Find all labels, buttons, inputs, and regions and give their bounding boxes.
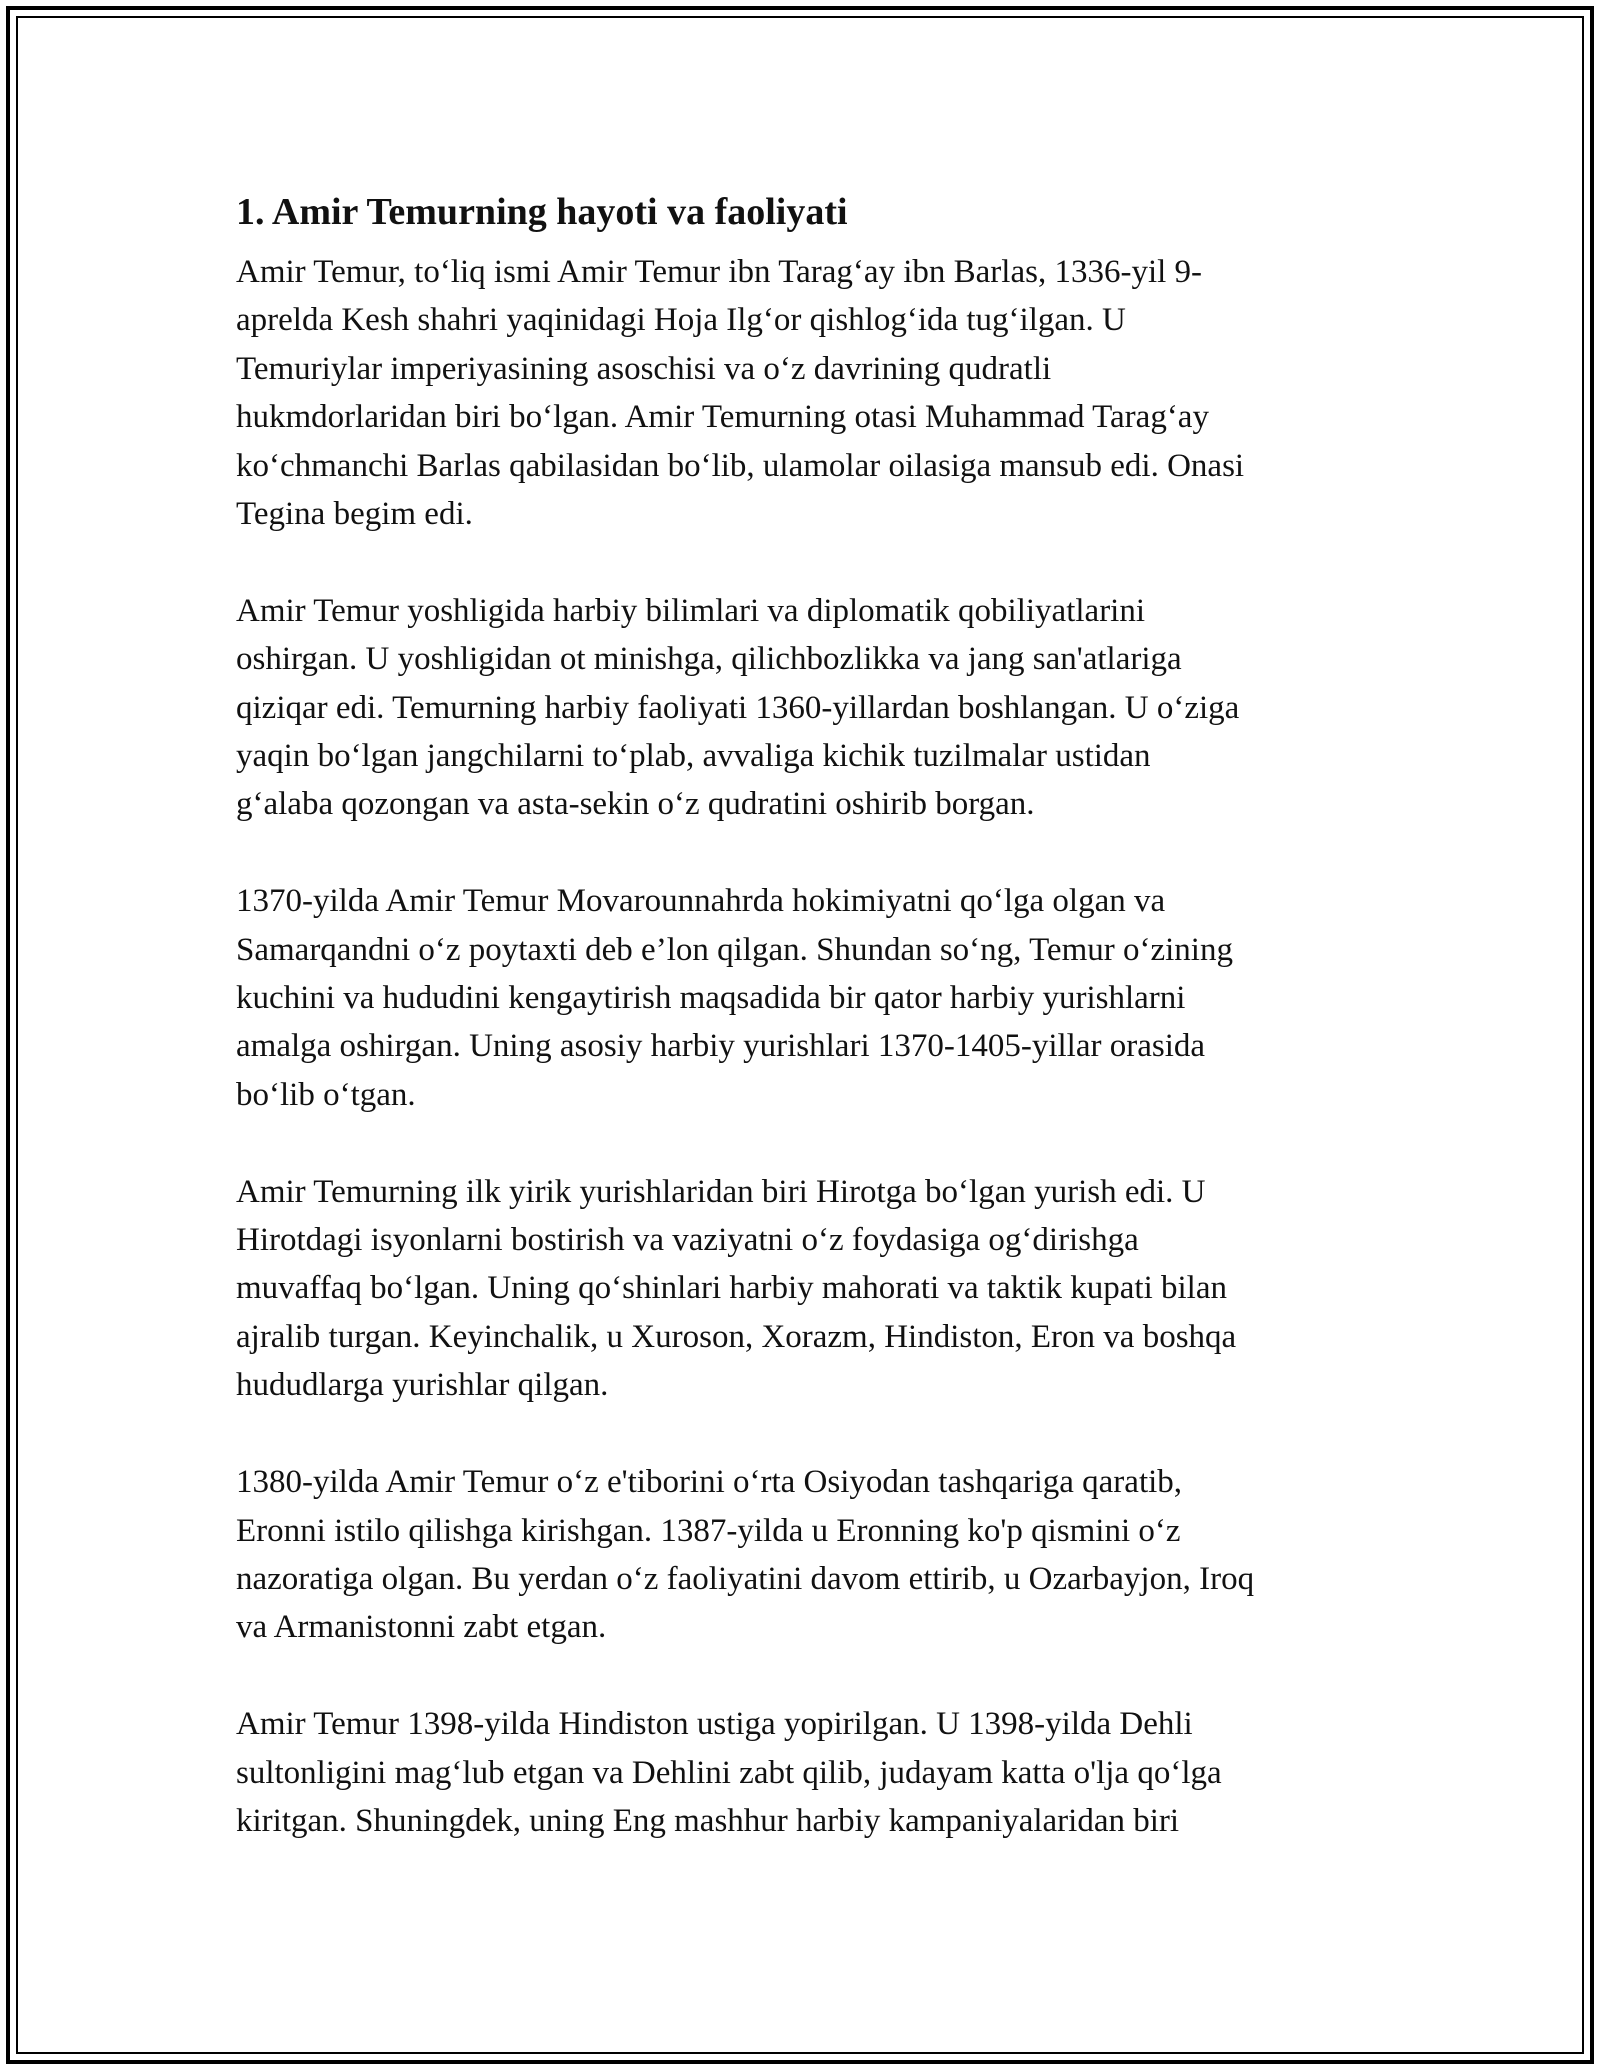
text-line: sultonligini mag‘lub etgan va Dehlini zabt qilib, judayam katta o'lja qo‘lga (236, 1754, 1222, 1791)
text-line: Eronni istilo qilishga kirishgan. 1387-yilda u Eronning ko'p qismini o‘z (236, 1512, 1181, 1549)
paragraph-6 (236, 1700, 1386, 1845)
text-line: g‘alaba qozongan va asta-sekin o‘z qudratini oshirib borgan. (236, 786, 1035, 823)
text-line: Samarqandni o‘z poytaxti deb e’lon qilgan. Shundan so‘ng, Temur o‘zining (236, 931, 1233, 968)
paragraph-5 (236, 1458, 1386, 1652)
text-line: amalga oshirgan. Uning asosiy harbiy yurishlari 1370-1405-yillar orasida (236, 1028, 1206, 1065)
text-line: hukmdorlaridan biri bo‘lgan. Amir Temurning otasi Muhammad Tarag‘ay (236, 399, 1209, 436)
text-line: kuchini va hududini kengaytirish maqsadida bir qator harbiy yurishlarni (236, 980, 1186, 1017)
text-line: ajralib turgan. Keyinchalik, u Xuroson, Xorazm, Hindiston, Eron va boshqa (236, 1318, 1237, 1355)
text-line: kiritgan. Shuningdek, uning Eng mashhur harbiy kampaniyalaridan biri (236, 1802, 1180, 1839)
text-line: yaqin bo‘lgan jangchilarni to‘plab, avvaliga kichik tuzilmalar ustidan (236, 738, 1151, 775)
text-line: Hirotdagi isyonlarni bostirish va vaziyatni o‘z foydasiga og‘dirishga (236, 1222, 1139, 1259)
text-line: 1370-yilda Amir Temur Movarounnahrda hokimiyatni qo‘lga olgan va (236, 883, 1166, 920)
text-line: Amir Temur, to‘liq ismi Amir Temur ibn Tarag‘ay ibn Barlas, 1336-yil 9- (236, 254, 1203, 290)
text-line: Amir Temur 1398-yilda Hindiston ustiga yopirilgan. U 1398-yilda Dehli (236, 1706, 1193, 1743)
text-line: Temuriylar imperiyasining asoschisi va o‘z davrining qudratli (236, 350, 1052, 387)
text-line: Amir Temurning ilk yirik yurishlaridan biri Hirotga bo‘lgan yurish edi. U (236, 1173, 1206, 1210)
text-line: nazoratiga olgan. Bu yerdan o‘z faoliyatini davom ettirib, u Ozarbayjon, Iroq (236, 1560, 1255, 1597)
text-line: hududlarga yurishlar qilgan. (236, 1367, 609, 1404)
text-line: ko‘chmanchi Barlas qabilasidan bo‘lib, ulamolar oilasiga mansub edi. Onasi (236, 447, 1245, 484)
text-line: va Armanistonni zabt etgan. (236, 1609, 607, 1646)
document-body (236, 186, 1386, 1894)
text-line: bo‘lib o‘tgan. (236, 1076, 416, 1113)
text-line: Amir Temur yoshligida harbiy bilimlari va diplomatik qobiliyatlarini (236, 592, 1146, 629)
text-line: muvaffaq bo‘lgan. Uning qo‘shinlari harbiy mahorati va taktik kupati bilan (236, 1270, 1227, 1307)
text-line: aprelda Kesh shahri yaqinidagi Hoja Ilg‘or qishlog‘ida tug‘ilgan. U (236, 302, 1126, 339)
paragraph-3 (236, 877, 1386, 1119)
text-line: 1380-yilda Amir Temur o‘z e'tiborini o‘rta Osiyodan tashqariga qaratib, (236, 1464, 1183, 1501)
paragraph-2 (236, 587, 1386, 829)
text-line: oshirgan. U yoshligidan ot minishga, qilichbozlikka va jang san'atlariga (236, 641, 1182, 678)
text-line: qiziqar edi. Temurning harbiy faoliyati 1360-yillardan boshlangan. U o‘ziga (236, 689, 1240, 726)
text-line: Tegina begim edi. (236, 496, 473, 533)
paragraph-1 (236, 248, 1386, 538)
paragraph-4 (236, 1168, 1386, 1410)
section-heading: 1. Amir Temurning hayoti va faoliyati (236, 191, 848, 233)
